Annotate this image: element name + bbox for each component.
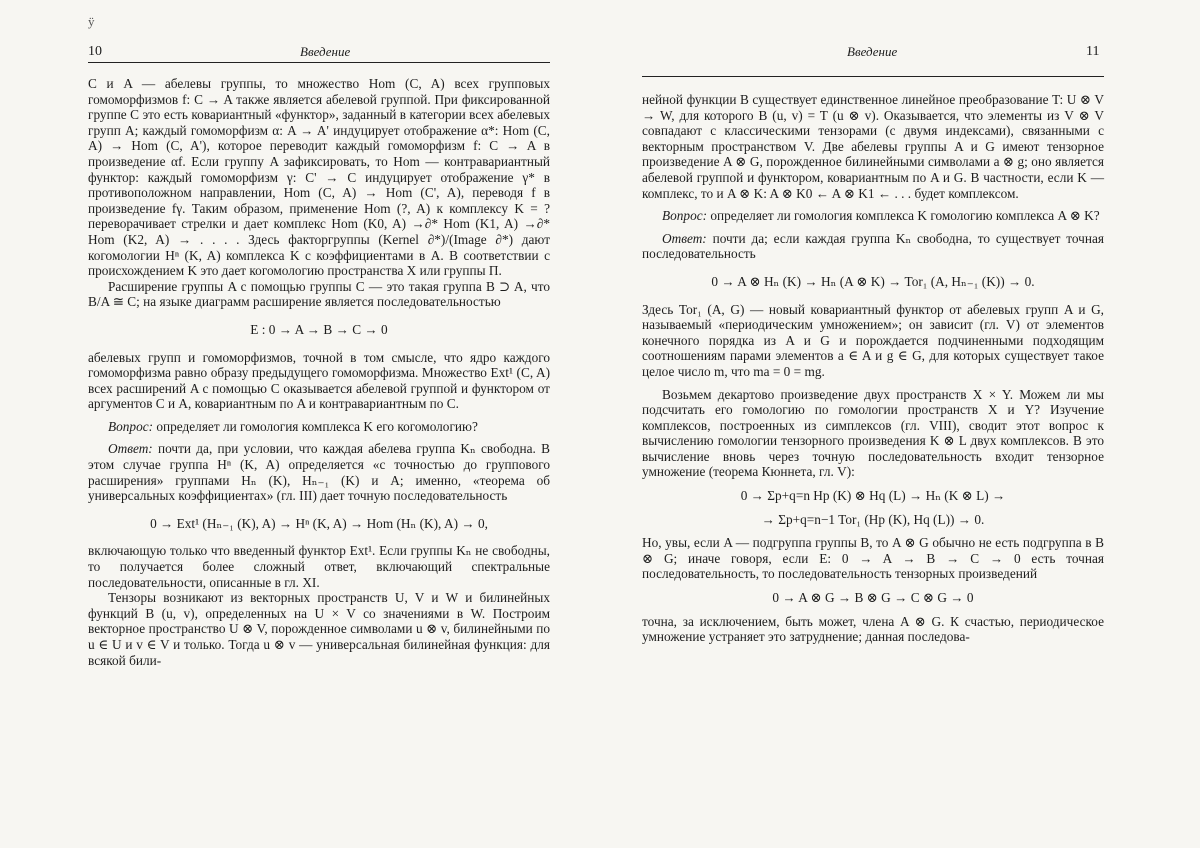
question-text: определяет ли гомология комплекса K его когомологию?: [156, 419, 478, 434]
page-number: 10: [88, 44, 102, 60]
paragraph: C и A — абелевы группы, то множество Hom (C, A) всех групповых гомоморфизмов f: C → A также является абелевой группой. При фиксированной группе C это есть ковариантный «функтор», заданный в категории всех абелевых групп A; каждый гомоморфизм α: A → A' индуцирует отображение α*: Hom (C, A) → Hom (C, A'), которое переводит каждый гомоморфизм f: C → A в произведение αf. Если группу A зафиксировать, то Hom — контравариантный функтор: каждый гомоморфизм γ: C' → C индуцирует отображение γ* в противоположном направлении, Hom (C, A) → Hom (C', A), переводя f в произведение fγ. Таким образом, применение Hom (?, A) к комплексу K = ? переворачивает стрелки и дает комплекс Hom (K0, A) →∂* Hom (K1, A) →∂* Hom (K2, A) → . . . . Здесь факторгруппы (Kernel ∂*)/(Image ∂*) дают когомологии Hⁿ (K, A) комплекса K с коэффициентами в A. В соответствии с происхождением K это дает когомологию пространства X или группы Π.: [88, 76, 550, 279]
paragraph: включающую только что введенный функтор Ext¹. Если группы Kₙ не свободны, то получается более сложный ответ, включающий спектральные последовательности, описанные в гл. XI.: [88, 543, 550, 590]
answer-text: почти да; если каждая группа Kₙ свободна, то существует точная последовательность: [642, 231, 1104, 262]
formula: 0 → A ⊗ Hₙ (K) → Hₙ (A ⊗ K) → Tor₁ (A, Hₙ₋₁ (K)) → 0.: [642, 274, 1104, 290]
corner-mark: ÿ: [88, 14, 95, 30]
question-paragraph: [88, 419, 550, 435]
left-body: [88, 76, 550, 668]
paragraph: точна, за исключением, быть может, члена A ⊗ G. К счастью, периодическое умножение устраняет это затруднение; данная последова-: [642, 614, 1104, 645]
answer-paragraph: [642, 231, 1104, 262]
formula: 0 → Σp+q=n Hp (K) ⊗ Hq (L) → Hₙ (K ⊗ L) →: [642, 488, 1104, 504]
running-head: Введение: [847, 44, 897, 60]
question-text: определяет ли гомология комплекса K гомологию комплекса A ⊗ K?: [710, 208, 1099, 223]
formula: → Σp+q=n−1 Tor₁ (Hp (K), Hq (L)) → 0.: [642, 512, 1104, 528]
question-label: Вопрос:: [108, 419, 153, 434]
paragraph: Возьмем декартово произведение двух пространств X × Y. Можем ли мы подсчитать его гомологию по гомологии пространств X и Y? Изучение комплексов, построенных из симплексов (гл. VIII), сводит этот вопрос к вычислению гомологии тензорного произведения K ⊗ L двух комплексов. В это вычисление вновь через точную последовательность входит тензорное умножение (теорема Кюннета, гл. V):: [642, 387, 1104, 481]
paragraph: Расширение группы A с помощью группы C — это такая группа B ⊃ A, что B/A ≅ C; на языке диаграмм расширение является последовательностью: [88, 279, 550, 310]
paragraph: абелевых групп и гомоморфизмов, точной в том смысле, что ядро каждого гомоморфизма равно образу предыдущего гомоморфизма. Множество Ext¹ (C, A) всех расширений A с помощью C оказывается абелевой группой и функтором от аргументов C и A, ковариантным по A и контравариантным по C.: [88, 350, 550, 412]
page-number: 11: [1086, 44, 1099, 60]
question-label: Вопрос:: [662, 208, 707, 223]
formula: E : 0 → A → B → C → 0: [88, 322, 550, 338]
formula: 0 → A ⊗ G → B ⊗ G → C ⊗ G → 0: [642, 590, 1104, 606]
formula: 0 → Ext¹ (Hₙ₋₁ (K), A) → Hⁿ (K, A) → Hom (Hₙ (K), A) → 0,: [88, 516, 550, 532]
header-rule: [88, 62, 550, 63]
answer-paragraph: [88, 441, 550, 503]
answer-label: Ответ:: [662, 231, 707, 246]
answer-text: почти да, при условии, что каждая абелева группа Kₙ свободна. В этом случае группа Hⁿ (K, A) определяется «с точностью до группового расширения» группами Hₙ (K), Hₙ₋₁ (K) и A; именно, «теорема об универсальных коэффициентах» (гл. III) дает точную последовательность: [88, 441, 550, 503]
left-page: [0, 0, 600, 848]
paragraph: Здесь Tor₁ (A, G) — новый ковариантный функтор от абелевых групп A и G, называемый «периодическим умножением»; он зависит (гл. V) от элементов конечного порядка из A и G и порождается подчиненными подходящим соотношениям парами элементов a ∈ A и g ∈ G, для которых существует такое целое число m, что ma = 0 = mg.: [642, 302, 1104, 380]
paragraph: нейной функции B существует единственное линейное преобразование T: U ⊗ V → W, для которого B (u, v) = T (u ⊗ v). Оказывается, что элементы из V ⊗ V совпадают с классическими тензорами (с двумя индексами), связанными с векторным пространством V. Две абелевы группы A и G имеют тензорное произведение A ⊗ G, порожденное билинейными символами a ⊗ g; оно является абелевой группой и функтором, ковариантным по A и G. В частности, если K — комплекс, то и A ⊗ K: A ⊗ K0 ← A ⊗ K1 ← . . . будет комплексом.: [642, 92, 1104, 201]
right-page: [600, 0, 1200, 848]
paragraph: Тензоры возникают из векторных пространств U, V и W и билинейных функций B (u, v), определенных на U × V со значениями в W. Построим векторное пространство U ⊗ V, порожденное символами u ⊗ v, билинейными по u ∈ U и v ∈ V и только. Тогда u ⊗ v — универсальная билинейная функция: для всякой били-: [88, 590, 550, 668]
paragraph: Но, увы, если A — подгруппа группы B, то A ⊗ G обычно не есть подгруппа в B ⊗ G; иначе говоря, если E: 0 → A → B → C → 0 есть точная последовательность, то последовательность тензорных произведений: [642, 535, 1104, 582]
answer-label: Ответ:: [108, 441, 153, 456]
running-head: Введение: [300, 44, 350, 60]
header-rule: [642, 76, 1104, 77]
question-paragraph: [642, 208, 1104, 224]
right-body: [642, 92, 1104, 645]
